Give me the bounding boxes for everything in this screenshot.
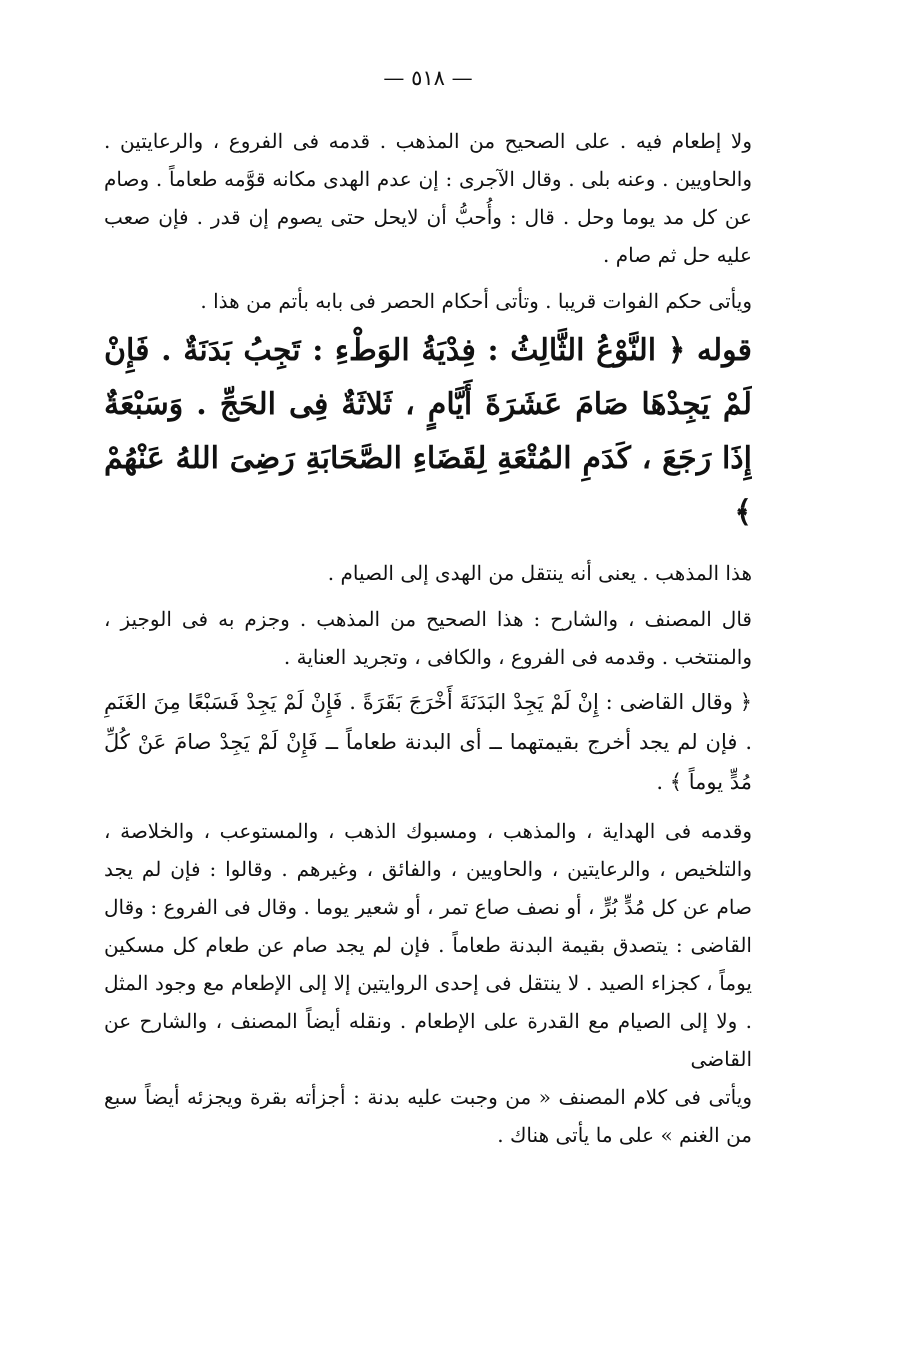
paragraph-4: هذا المذهب . يعنى أنه ينتقل من الهدى إلى الصيام .: [327, 561, 752, 585]
paragraph-8: ويأتى فى كلام المصنف « من وجبت عليه بدنة : أجزأته بقرة ويجزئه أيضاً سبع من الغنم » على ما يأتى هناك .: [104, 1085, 752, 1147]
paragraph-5: قال المصنف ، والشارح : هذا الصحيح من المذهب . وجزم به فى الوجيز ، والمنتخب . وقدمه فى الفروع ، والكافى ، وتجريد العناية .: [104, 607, 752, 669]
page-number: — ٥١٨ —: [383, 66, 473, 90]
qadi-quote: ﴿ وقال القاضى : إِنْ لَمْ يَجِدْ البَدَنَةَ أَخْرَجَ بَقَرَةً . فَإِنْ لَمْ يَجِدْ فَسَبْعًا مِنَ الغَنَمِ . فإن لم يجد أخرج بقيمتهما ــ أى البدنة طعاماً ــ فَإِنْ لَمْ يَجِدْ صامَ عَنْ كُلِّ مُدٍّ يوماً ﴾ .: [104, 690, 752, 794]
paragraph-1: ولا إطعام فيه . على الصحيح من المذهب . قدمه فى الفروع ، والرعايتين . والحاويين . وعنه بلى . وقال الآجرى : إن عدم الهدى مكانه قوَّمه طعاماً . وصام عن كل مد يوما وحل . قال : وأُحبُّ أن لايحل حتى يصوم إن قدر . فإن صعب عليه حل ثم صام .: [104, 129, 752, 267]
paragraph-7: وقدمه فى الهداية ، والمذهب ، ومسبوك الذهب ، والمستوعب ، والخلاصة ، والتلخيص ، والرعايتين ، والحاويين ، والفائق ، وغيرهم . وقالوا : فإن لم يجد صام عن كل مُدٍّ بُرٍّ ، أو نصف صاع تمر ، أو شعير يوما . وقال فى الفروع : وقال القاضى : يتصدق بقيمة البدنة طعاماً . فإن لم يجد صام عن طعام كل مسكين يوماً ، كجزاء الصيد . لا ينتقل فى إحدى الروايتين إلا إلى الإطعام مع وجود المثل . ولا إلى الصيام مع القدرة على الإطعام . ونقله أيضاً المصنف ، والشارح عن القاضى: [104, 819, 752, 1071]
paragraph-2: ويأتى حكم الفوات قريبا . وتأتى أحكام الحصر فى بابه بأتم من هذا .: [200, 289, 752, 313]
matn-quote: قوله ﴿ النَّوْعُ الثَّالِثُ : فِدْيَةُ الوَطْءِ : تَجِبُ بَدَنَةٌ . فَإِنْ لَمْ يَجِدْهَا صَامَ عَشَرَةَ أَيَّامٍ ، ثَلاثَةٌ فِى الحَجِّ . وَسَبْعَةٌ إِذَا رَجَعَ ، كَدَمِ المُتْعَةِ لِقَضَاءِ الصَّحَابَةِ رَضِىَ اللهُ عَنْهُمْ ﴾: [104, 333, 752, 530]
book-page: [104, 60, 752, 1320]
